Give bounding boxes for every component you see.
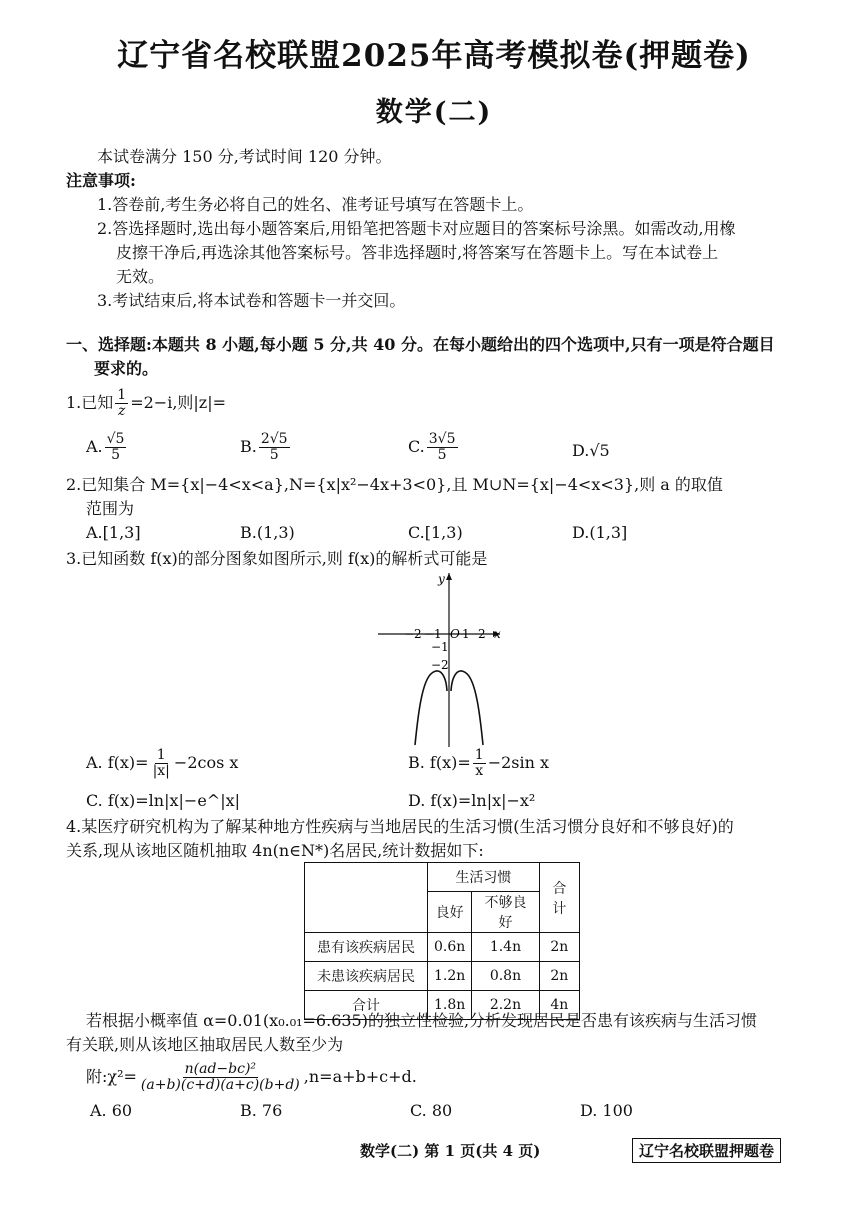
graph-right-branch <box>451 671 483 745</box>
table-cell: 患有该疾病居民 <box>305 933 428 962</box>
statistics-table <box>304 862 580 1020</box>
question-4-stem-cont: 关系,现从该地区随机抽取 4n(n∈N*)名居民,统计数据如下: <box>66 841 484 860</box>
y-tick-label: −2 <box>431 658 449 672</box>
q2-option-c: C.[1,3) <box>408 523 463 542</box>
table-cell: 未患该疾病居民 <box>305 962 428 991</box>
x-tick-label: 2 <box>478 627 486 641</box>
table-row <box>305 933 580 962</box>
q3-option-a: A. f(x)= $\frac{1}{|x|}$ −2cos x <box>86 747 239 779</box>
x-tick-label: 1 <box>462 627 470 641</box>
q3-option-d: D. f(x)=ln|x|−x² <box>408 791 536 810</box>
origin-label: O <box>450 627 460 641</box>
table-cell: 合计 <box>305 991 428 1020</box>
q1-option-d: D.√5 <box>572 441 610 460</box>
notice-item: 无效。 <box>116 267 165 286</box>
footer-badge: 辽宁名校联盟押题卷 <box>632 1138 781 1163</box>
function-graph <box>370 565 510 750</box>
question-2-stem-cont: 范围为 <box>86 499 135 518</box>
question-1-stem: 1.已知 $\frac{1}{z}$ =2−i,则|z|= <box>66 387 227 419</box>
chi-square-formula: 附:χ²= $\frac{\text{n(ad−bc)²}}{(a+b)(c+d)(a+c)(b+d)}$ ,n=a+b+c+d. <box>86 1061 417 1093</box>
x-axis-label: x <box>494 627 501 641</box>
table-cell: 2.2n <box>472 991 539 1020</box>
exam-title: 辽宁省名校联盟2025年高考模拟卷(押题卷) <box>117 38 751 74</box>
table-cell: 2n <box>539 933 579 962</box>
table-cell: 1.2n <box>428 962 472 991</box>
question-4-condition-cont: 有关联,则从该地区抽取居民人数至少为 <box>66 1035 344 1054</box>
page-footer: 数学(二) 第 1 页(共 4 页) <box>360 1142 541 1160</box>
q1-option-b: B. $\frac{2√5}{5}$ <box>240 431 288 463</box>
notice-item: 3.考试结束后,将本试卷和答题卡一并交回。 <box>97 291 406 310</box>
x-tick-label: −2 <box>404 627 422 641</box>
table-corner-cell <box>305 863 428 933</box>
table-cell: 4n <box>539 991 579 1020</box>
notice-item: 2.答选择题时,选出每小题答案后,用铅笔把答题卡对应题目的答案标号涂黑。如需改动,用橡 <box>97 219 736 238</box>
section-heading: 一、选择题:本题共 8 小题,每小题 5 分,共 40 分。在每小题给出的四个选项中,只有一项是符合题目 <box>66 335 775 354</box>
table-cell: 0.8n <box>472 962 539 991</box>
q4-option-a: A. 60 <box>90 1101 133 1120</box>
intro-text: 本试卷满分 150 分,考试时间 120 分钟。 <box>97 147 392 166</box>
q4-option-d: D. 100 <box>580 1101 633 1120</box>
q1-option-a: A. $\frac{√5}{5}$ <box>86 431 125 463</box>
table-header-good: 良好 <box>428 892 472 933</box>
table-cell: 2n <box>539 962 579 991</box>
q2-option-a: A.[1,3] <box>86 523 141 542</box>
y-axis-arrow <box>446 573 452 580</box>
table-cell: 1.4n <box>472 933 539 962</box>
q3-option-b: B. f(x)= $\frac{1}{x}$ −2sin x <box>408 747 550 779</box>
q4-option-b: B. 76 <box>240 1101 283 1120</box>
notice-item: 1.答卷前,考生务必将自己的姓名、准考证号填写在答题卡上。 <box>97 195 534 214</box>
q2-option-d: D.(1,3] <box>572 523 628 542</box>
table-header-total: 合计 <box>539 863 579 933</box>
notice-item: 皮擦干净后,再选涂其他答案标号。答非选择题时,将答案写在答题卡上。写在本试卷上 <box>116 243 719 262</box>
section-heading-cont: 要求的。 <box>94 359 159 378</box>
question-2-stem: 2.已知集合 M={x|−4<x<a},N={x|x²−4x+3<0},且 M∪N={x|−4<x<3},则 a 的取值 <box>66 475 723 494</box>
table-row <box>305 962 580 991</box>
question-4-condition: 若根据小概率值 α=0.01(x₀.₀₁=6.635)的独立性检验,分析发现居民是否患有该疾病与生活习惯 <box>86 1011 758 1030</box>
x-tick-label: −1 <box>424 627 442 641</box>
table-header-bad: 不够良好 <box>472 892 539 933</box>
exam-subtitle: 数学(二) <box>375 97 493 128</box>
graph-left-branch <box>415 671 447 745</box>
table-header-group: 生活习惯 <box>428 863 540 892</box>
q3-option-c: C. f(x)=ln|x|−e^|x| <box>86 791 240 810</box>
table-cell: 0.6n <box>428 933 472 962</box>
question-3-stem: 3.已知函数 f(x)的部分图象如图所示,则 f(x)的解析式可能是 <box>66 549 488 568</box>
notice-heading: 注意事项: <box>66 171 136 190</box>
q4-option-c: C. 80 <box>410 1101 453 1120</box>
y-axis-label: y <box>438 572 445 586</box>
question-4-stem: 4.某医疗研究机构为了解某种地方性疾病与当地居民的生活习惯(生活习惯分良好和不够良好)的 <box>66 817 734 836</box>
q2-option-b: B.(1,3) <box>240 523 295 542</box>
q1-option-c: C. $\frac{3√5}{5}$ <box>408 431 456 463</box>
y-tick-label: −1 <box>431 640 449 654</box>
table-cell: 1.8n <box>428 991 472 1020</box>
